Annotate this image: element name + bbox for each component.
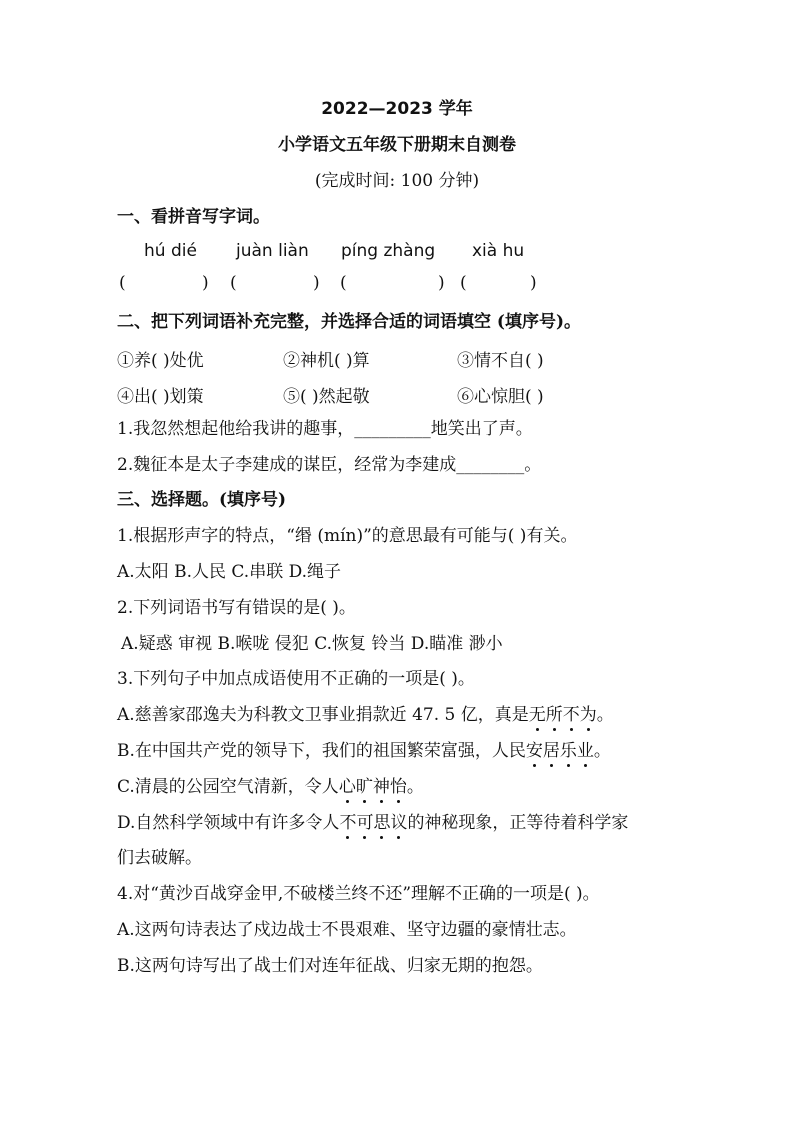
answer-paren-close: ) bbox=[438, 273, 445, 293]
dotted-char: 不 bbox=[339, 813, 357, 833]
option-text: 的神秘现象，正等待着科学家 bbox=[407, 813, 629, 833]
dotted-char: 怡 bbox=[389, 777, 407, 797]
answer-paren-open: ( bbox=[119, 273, 126, 293]
dotted-char: 业 bbox=[576, 741, 594, 761]
fill-question-2: 2.魏征本是太子李建成的谋臣，经常为李建成________。 bbox=[117, 455, 542, 475]
section2-heading: 二、把下列词语补充完整，并选择合适的词语填空 (填序号)。 bbox=[117, 312, 582, 332]
dotted-char: 议 bbox=[390, 813, 408, 833]
answer-paren-close: ) bbox=[202, 273, 209, 293]
pinyin-2: juàn liàn bbox=[236, 241, 309, 261]
answer-paren-close: ) bbox=[530, 273, 537, 293]
choice-question-4: 4.对“黄沙百战穿金甲,不破楼兰终不还”理解不正确的一项是( )。 bbox=[117, 884, 600, 904]
choice-question-4-option-a: A.这两句诗表达了戍边战士不畏艰难、坚守边疆的豪情壮志。 bbox=[117, 920, 577, 940]
answer-paren-open: ( bbox=[230, 273, 237, 293]
choice-question-1: 1.根据形声字的特点，“缗 (mín)”的意思最有可能与( )有关。 bbox=[117, 526, 578, 546]
choice-question-3-option-c bbox=[117, 776, 424, 798]
dotted-char: 安 bbox=[525, 741, 543, 761]
option-text: C.清晨的公园空气清新，令人 bbox=[117, 777, 339, 797]
dotted-char: 旷 bbox=[355, 777, 373, 797]
dotted-char: 可 bbox=[356, 813, 374, 833]
choice-question-3-option-a bbox=[117, 704, 614, 726]
exam-year: 2022—2023 学年 bbox=[321, 99, 473, 119]
exam-time: (完成时间: 100 分钟) bbox=[314, 171, 480, 191]
dotted-char: 神 bbox=[372, 777, 390, 797]
fill-question-1: 1.我忽然想起他给我讲的趣事，_________地笑出了声。 bbox=[117, 419, 533, 439]
idiom-item-1: ①养( )处优 bbox=[117, 351, 204, 371]
section3-heading: 三、选择题。(填序号) bbox=[117, 490, 287, 510]
answer-paren-close: ) bbox=[313, 273, 320, 293]
choice-question-3: 3.下列句子中加点成语使用不正确的一项是( )。 bbox=[117, 669, 475, 689]
choice-question-3-option-b bbox=[117, 740, 611, 762]
choice-question-3-option-d bbox=[117, 812, 628, 834]
idiom-item-5: ⑤( )然起敬 bbox=[283, 387, 370, 407]
pinyin-4: xià hu bbox=[472, 241, 525, 261]
idiom-item-2: ②神机( )算 bbox=[283, 351, 370, 371]
option-text: D.自然科学领域中有许多令人 bbox=[117, 813, 340, 833]
option-text: 。 bbox=[596, 705, 614, 725]
choice-question-1-options: A.太阳 B.人民 C.串联 D.绳子 bbox=[117, 562, 342, 582]
idiom-item-4: ④出( )划策 bbox=[117, 387, 204, 407]
dotted-char: 乐 bbox=[559, 741, 577, 761]
option-text: 。 bbox=[593, 741, 611, 761]
section1-heading: 一、看拼音写字词。 bbox=[117, 207, 270, 227]
choice-question-2: 2.下列词语书写有错误的是( )。 bbox=[117, 598, 356, 618]
dotted-char: 思 bbox=[373, 813, 391, 833]
idiom-item-6: ⑥心惊胆( ) bbox=[457, 387, 544, 407]
dotted-char: 为 bbox=[579, 705, 597, 725]
dotted-char: 无 bbox=[528, 705, 546, 725]
pinyin-3: píng zhàng bbox=[341, 241, 436, 261]
dotted-char: 心 bbox=[338, 777, 356, 797]
choice-question-2-options: A.疑惑 审视 B.喉咙 侵犯 C.恢复 铃当 D.瞄准 渺小 bbox=[121, 634, 503, 654]
answer-paren-open: ( bbox=[460, 273, 467, 293]
dotted-char: 居 bbox=[542, 741, 560, 761]
idiom-item-3: ③情不自( ) bbox=[457, 351, 544, 371]
dotted-char: 不 bbox=[562, 705, 580, 725]
exam-title: 小学语文五年级下册期末自测卷 bbox=[278, 135, 516, 155]
option-text: 。 bbox=[406, 777, 424, 797]
answer-paren-open: ( bbox=[340, 273, 347, 293]
option-text: B.在中国共产党的领导下，我们的祖国繁荣富强，人民 bbox=[117, 741, 526, 761]
dotted-char: 所 bbox=[545, 705, 563, 725]
choice-question-4-option-b: B.这两句诗写出了战士们对连年征战、归家无期的抱怨。 bbox=[117, 956, 543, 976]
pinyin-1: hú dié bbox=[144, 241, 197, 261]
option-text: A.慈善家邵逸夫为科教文卫事业捐款近 47. 5 亿，真是 bbox=[117, 705, 529, 725]
choice-question-3-option-d-continued: 们去破解。 bbox=[117, 848, 202, 868]
